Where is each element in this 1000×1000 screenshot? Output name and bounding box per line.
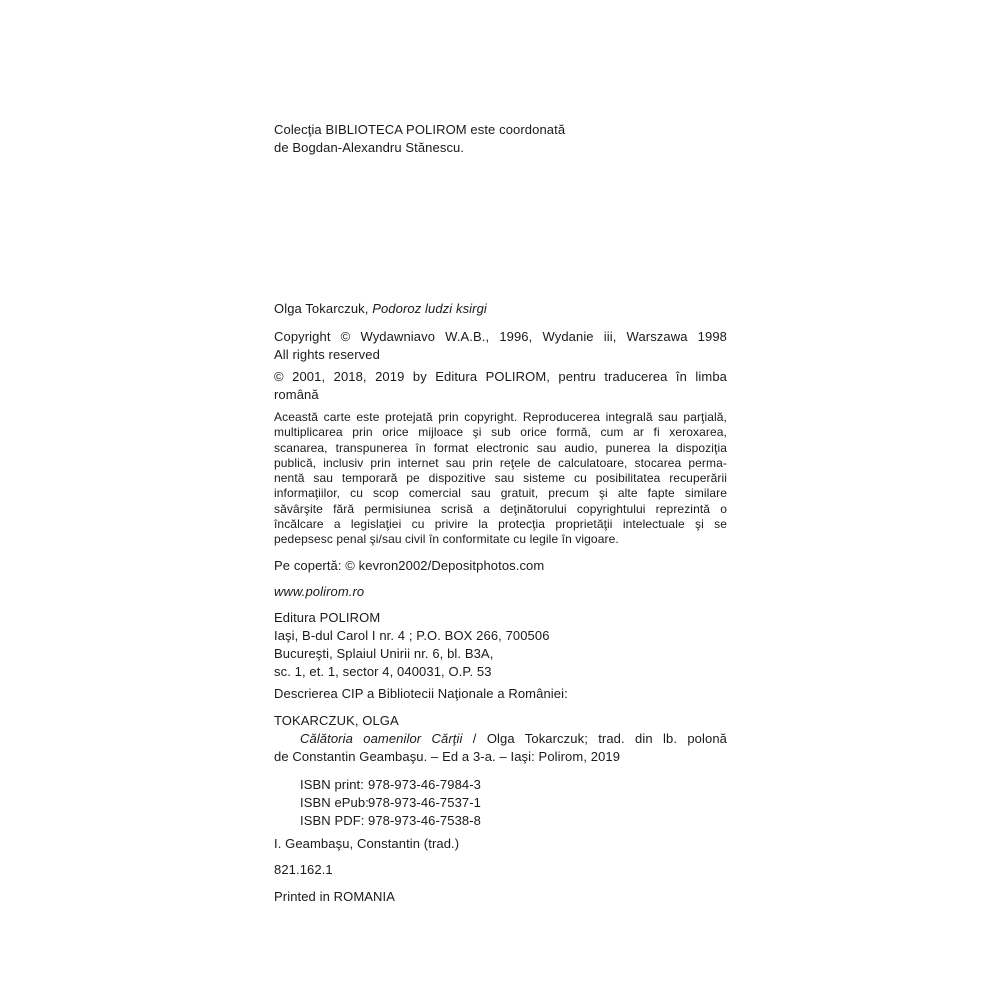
publisher-address-3: sc. 1, et. 1, sector 4, 040031, O.P. 53 bbox=[274, 664, 492, 679]
isbn-value: 978-973-46-7537-1 bbox=[368, 795, 482, 810]
isbn-label: ISBN PDF: bbox=[300, 813, 365, 828]
cover-credit-text: Pe copertă: © kevron2002/Depositphotos.com bbox=[274, 558, 545, 573]
legal-line: pedepsesc penal şi/sau civil în conformitate cu legile în vigoare. bbox=[274, 532, 619, 547]
website-link[interactable]: www.polirom.ro bbox=[274, 584, 365, 599]
cip-author: TOKARCZUK, OLGA bbox=[274, 713, 399, 728]
legal-line: scanarea, transpunerea în format electronic sau audio, punerea la dispoziţia bbox=[274, 440, 727, 455]
classification bbox=[274, 861, 727, 879]
translation-rights-line-1: © 2001, 2018, 2019 by Editura POLIROM, pentru traducerea în limba bbox=[274, 369, 727, 384]
isbn-row bbox=[274, 812, 727, 830]
isbn-value: 978-973-46-7538-8 bbox=[368, 813, 482, 828]
collection-line-1: Colecţia BIBLIOTECA POLIROM este coordonată bbox=[274, 122, 566, 137]
cip-title-rest: / Olga Tokarczuk; trad. din lb. polonă bbox=[462, 731, 727, 746]
legal-notice bbox=[274, 410, 727, 548]
publisher-address-1: Iaşi, B-dul Carol I nr. 4 ; P.O. BOX 266, 700506 bbox=[274, 628, 550, 643]
isbn-row bbox=[274, 794, 727, 812]
classification-text: 821.162.1 bbox=[274, 862, 333, 877]
cip-title-line bbox=[274, 730, 727, 748]
cip-heading-text: Descrierea CIP a Bibliotecii Naţionale a României: bbox=[274, 686, 568, 701]
cip-edition: de Constantin Geambaşu. – Ed a 3-a. – Iaşi: Polirom, 2019 bbox=[274, 749, 621, 764]
cip-heading bbox=[274, 685, 727, 703]
collection-line-2: de Bogdan-Alexandru Stănescu. bbox=[274, 140, 465, 155]
publisher-address bbox=[274, 609, 727, 681]
legal-line: săvârşite fără permisiunea scrisă a deţinătorului copyrightului reprezintă o bbox=[274, 501, 727, 516]
copyright-line-2: All rights reserved bbox=[274, 347, 380, 362]
copyright-block bbox=[274, 328, 727, 364]
original-title-text: Podoroz ludzi ksirgi bbox=[372, 301, 487, 316]
original-author: Olga Tokarczuk, bbox=[274, 301, 373, 316]
website bbox=[274, 583, 727, 601]
legal-line: multiplicarea prin orice mijloace şi sub orice formă, cum ar fi xeroxarea, bbox=[274, 425, 727, 440]
legal-line: nentă sau temporară pe dispozitive sau sisteme cu posibilitatea recuperării bbox=[274, 471, 727, 486]
isbn-row bbox=[274, 776, 727, 794]
publisher-address-2: Bucureşti, Splaiul Unirii nr. 6, bl. B3A, bbox=[274, 646, 494, 661]
isbn-label: ISBN ePub: bbox=[300, 795, 369, 810]
isbn-list bbox=[274, 776, 727, 830]
translator-entry bbox=[274, 835, 727, 853]
isbn-value: 978-973-46-7984-3 bbox=[368, 777, 482, 792]
printed-in bbox=[274, 888, 727, 906]
legal-line: încălcare a legislaţiei cu privire la protecţia proprietăţii intelectuale şi se bbox=[274, 517, 727, 532]
collection-note bbox=[274, 121, 727, 157]
isbn-label: ISBN print: bbox=[300, 777, 364, 792]
publisher-name: Editura POLIROM bbox=[274, 610, 381, 625]
translation-rights-line-2: română bbox=[274, 387, 319, 402]
legal-line: Această carte este protejată prin copyright. Reproducerea integrală sau parţială, bbox=[274, 410, 727, 424]
original-title bbox=[274, 300, 727, 318]
cip-record bbox=[274, 712, 727, 766]
translator-text: I. Geambaşu, Constantin (trad.) bbox=[274, 836, 460, 851]
printed-in-text: Printed in ROMANIA bbox=[274, 889, 396, 904]
cover-credit bbox=[274, 557, 727, 575]
legal-line: informaţiilor, cu scop comercial sau gratuit, precum şi alte fapte similare bbox=[274, 486, 727, 501]
copyright-line-1: Copyright © Wydawniavo W.A.B., 1996, Wydanie iii, Warszawa 1998 bbox=[274, 329, 727, 344]
translation-rights bbox=[274, 368, 727, 404]
legal-line: publică, inclusiv prin internet sau prin reţele de calculatoare, stocarea perma- bbox=[274, 455, 727, 470]
cip-title: Călătoria oamenilor Cărţii bbox=[300, 731, 463, 746]
